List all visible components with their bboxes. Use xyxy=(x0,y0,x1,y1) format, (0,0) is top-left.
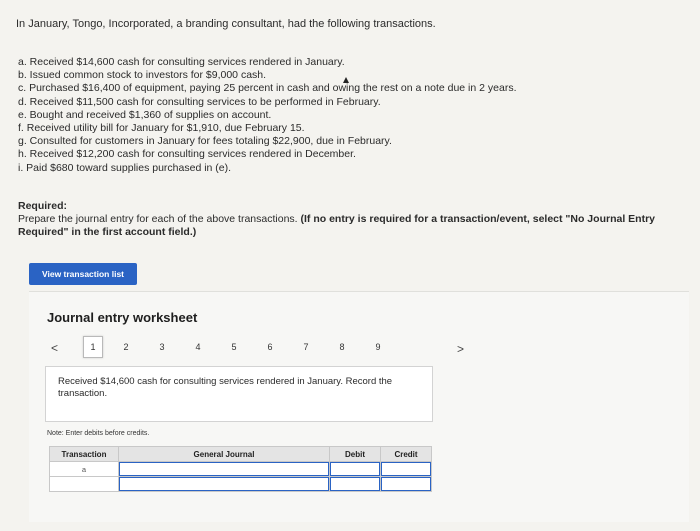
required-section xyxy=(18,200,690,239)
required-heading: Required: xyxy=(18,200,68,212)
transaction-list xyxy=(18,56,517,175)
page-8[interactable]: 8 xyxy=(339,342,345,352)
page-6[interactable]: 6 xyxy=(267,342,273,352)
transaction-a: a. Received $14,600 cash for consulting services rendered in January. xyxy=(18,56,345,68)
mouse-cursor-icon xyxy=(343,77,349,83)
page-1[interactable]: 1 xyxy=(83,336,103,358)
intro-text: In January, Tongo, Incorporated, a branding consultant, had the following transactions. xyxy=(16,18,436,30)
transaction-b: b. Issued common stock to investors for $9,000 cash. xyxy=(18,69,267,82)
transaction-i: i. Paid $680 toward supplies purchased in (e). xyxy=(18,161,232,174)
debits-note: Note: Enter debits before credits. xyxy=(47,430,150,437)
page-5[interactable]: 5 xyxy=(231,342,237,352)
journal-table xyxy=(49,446,432,492)
transaction-g: g. Consulted for customers in January for fees totaling $22,900, due in February. xyxy=(18,135,392,148)
next-page-icon[interactable]: > xyxy=(457,342,465,356)
required-instruction: Prepare the journal entry for each of the above transactions. xyxy=(18,213,298,225)
transaction-d: d. Received $11,500 cash for consulting services to be performed in February. xyxy=(18,95,381,108)
credit-input[interactable] xyxy=(381,477,431,491)
transaction-c: c. Purchased $16,400 of equipment, paying 25 percent in cash and owing the rest on a note due in 2 years. xyxy=(18,82,517,95)
col-transaction: Transaction xyxy=(50,447,119,462)
debit-input[interactable] xyxy=(330,462,380,476)
page-9[interactable]: 9 xyxy=(375,342,381,352)
transaction-description: Received $14,600 cash for consulting services rendered in January. Record the transaction. xyxy=(45,366,433,422)
credit-input[interactable] xyxy=(381,462,431,476)
col-general-journal: General Journal xyxy=(119,447,330,462)
worksheet-pager xyxy=(45,336,465,360)
view-transaction-list-button[interactable]: View transaction list xyxy=(29,263,137,285)
row-transaction-label xyxy=(50,477,119,492)
debit-input[interactable] xyxy=(330,477,380,491)
page-4[interactable]: 4 xyxy=(195,342,201,352)
transaction-f: f. Received utility bill for January for $1,910, due February 15. xyxy=(18,122,305,135)
journal-entry-worksheet xyxy=(29,291,689,522)
transaction-e: e. Bought and received $1,360 of supplies on account. xyxy=(18,108,272,121)
table-row xyxy=(50,462,432,477)
account-input[interactable] xyxy=(119,462,329,476)
account-input[interactable] xyxy=(119,477,329,491)
worksheet-title: Journal entry worksheet xyxy=(47,310,198,325)
transaction-h: h. Received $12,200 cash for consulting services rendered in December. xyxy=(18,148,356,161)
required-emphasis: (If no entry is required for a transaction/event, select "No Journal Entry Required" in the first account field.) xyxy=(18,213,655,238)
row-transaction-label: a xyxy=(50,462,119,477)
col-credit: Credit xyxy=(381,447,432,462)
page-2[interactable]: 2 xyxy=(123,342,129,352)
prev-page-icon[interactable]: < xyxy=(51,341,59,355)
page-3[interactable]: 3 xyxy=(159,342,165,352)
col-debit: Debit xyxy=(330,447,381,462)
table-row xyxy=(50,477,432,492)
page-7[interactable]: 7 xyxy=(303,342,309,352)
